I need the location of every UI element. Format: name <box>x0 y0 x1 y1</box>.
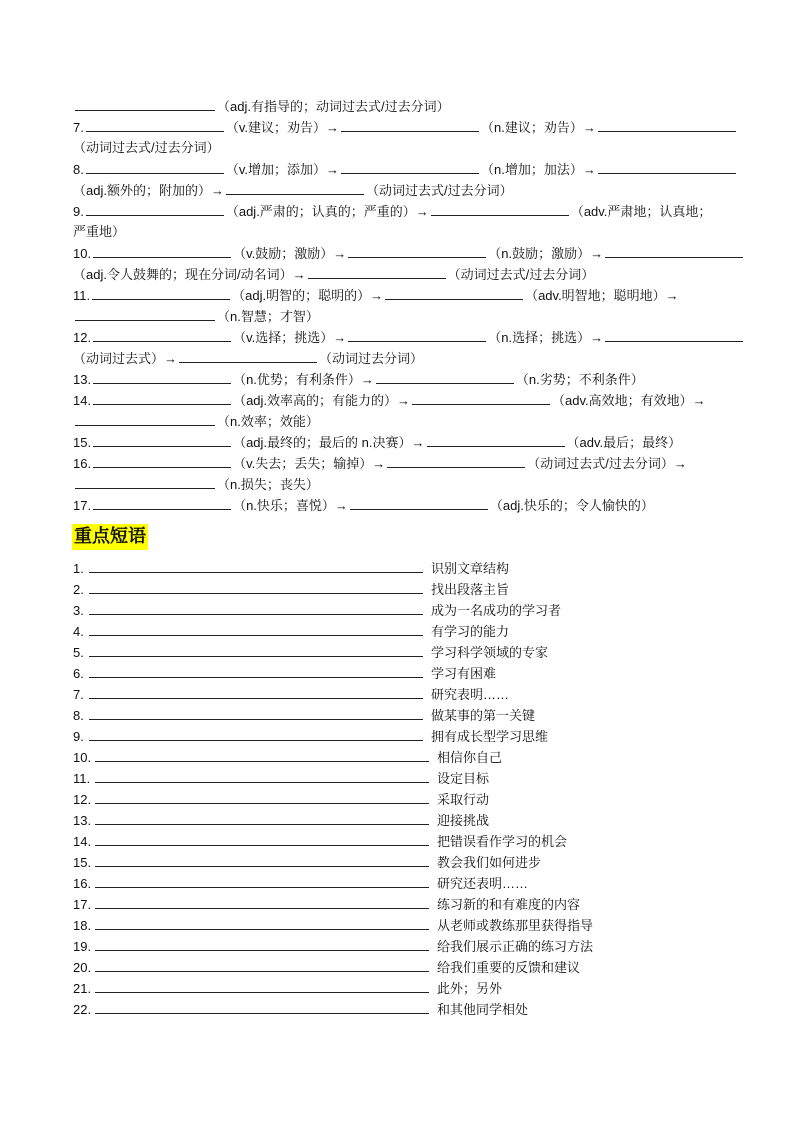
vocab-text: （adj.严肃的；认真的；严重的）→ <box>225 204 429 219</box>
vocab-text: 严重地） <box>73 224 126 239</box>
vocab-text: 11. <box>73 288 91 303</box>
vocab-text: （n.智慧；才智） <box>217 309 319 324</box>
vocab-line <box>73 222 125 242</box>
phrase-number: 8. <box>73 708 84 723</box>
vocab-text: （动词过去式）→ <box>73 351 178 366</box>
phrase-number: 12. <box>73 792 92 807</box>
phrase-answer-blank[interactable] <box>89 726 423 741</box>
vocab-text: （动词过去式/过去分词） <box>365 183 513 198</box>
phrase-item <box>73 999 528 1019</box>
phrase-number: 5. <box>73 645 84 660</box>
phrase-item <box>73 957 580 977</box>
phrase-meaning: 教会我们如何进步 <box>437 855 542 870</box>
phrase-answer-blank[interactable] <box>89 579 423 594</box>
phrase-meaning: 识别文章结构 <box>431 561 510 576</box>
phrase-number: 6. <box>73 666 84 681</box>
vocab-blank[interactable] <box>86 117 224 132</box>
vocab-text: （adj.明智的；聪明的）→ <box>232 288 384 303</box>
phrase-number: 10. <box>73 750 92 765</box>
vocab-text: （adv.明智地；聪明地）→ <box>525 288 679 303</box>
phrase-number: 19. <box>73 939 92 954</box>
vocab-text: （动词过去式/过去分词） <box>447 267 595 282</box>
vocab-text: （adv.高效地；有效地）→ <box>552 393 706 408</box>
vocab-text: 15. <box>73 435 92 450</box>
vocab-text: （动词过去分词） <box>319 351 424 366</box>
vocab-blank[interactable] <box>226 180 364 195</box>
vocab-blank[interactable] <box>348 243 486 258</box>
phrase-item <box>73 768 489 788</box>
vocab-text: 17. <box>73 498 92 513</box>
vocab-text: （v.建议；劝告）→ <box>225 120 339 135</box>
phrase-answer-blank[interactable] <box>89 684 423 699</box>
vocab-text: 8. <box>73 162 84 177</box>
phrase-number: 13. <box>73 813 92 828</box>
vocab-line <box>73 432 681 452</box>
phrase-meaning: 学习科学领域的专家 <box>431 645 549 660</box>
vocab-blank[interactable] <box>605 243 743 258</box>
vocab-line <box>73 264 594 284</box>
phrase-number: 7. <box>73 687 84 702</box>
vocab-text: （n.增加；加法）→ <box>481 162 596 177</box>
phrase-meaning: 练习新的和有难度的内容 <box>437 897 581 912</box>
vocab-text: （n.快乐；喜悦）→ <box>233 498 348 513</box>
vocab-blank[interactable] <box>348 327 486 342</box>
vocab-text: （n.优势；有利条件）→ <box>233 372 374 387</box>
phrase-answer-blank[interactable] <box>95 747 429 762</box>
vocab-text: （adj.最终的；最后的 n.决赛）→ <box>233 435 425 450</box>
phrase-number: 16. <box>73 876 92 891</box>
vocab-line <box>73 180 513 200</box>
phrase-answer-blank[interactable] <box>89 558 423 573</box>
vocab-blank[interactable] <box>86 201 224 216</box>
phrase-item <box>73 726 548 746</box>
vocab-line <box>73 285 679 305</box>
vocab-text: 13. <box>73 372 92 387</box>
phrase-answer-blank[interactable] <box>95 915 429 930</box>
vocab-text: （v.增加；添加）→ <box>225 162 339 177</box>
phrase-number: 4. <box>73 624 84 639</box>
vocab-line <box>73 453 687 473</box>
section-heading: 重点短语 <box>72 524 148 550</box>
vocab-blank[interactable] <box>308 264 446 279</box>
phrase-answer-blank[interactable] <box>95 810 429 825</box>
vocab-blank[interactable] <box>341 159 479 174</box>
phrase-number: 20. <box>73 960 92 975</box>
phrase-number: 18. <box>73 918 92 933</box>
vocab-text: 9. <box>73 204 84 219</box>
phrase-number: 17. <box>73 897 92 912</box>
phrase-item <box>73 978 502 998</box>
vocab-blank[interactable] <box>350 495 488 510</box>
phrase-number: 11. <box>73 771 91 786</box>
vocab-line <box>73 117 738 137</box>
phrase-meaning: 拥有成长型学习思维 <box>431 729 549 744</box>
phrase-number: 22. <box>73 1002 92 1017</box>
vocab-blank[interactable] <box>93 243 231 258</box>
vocab-text: 16. <box>73 456 92 471</box>
phrase-number: 21. <box>73 981 92 996</box>
vocab-text: （n.建议；劝告）→ <box>481 120 596 135</box>
vocab-text: （v.选择；挑选）→ <box>233 330 347 345</box>
vocab-blank[interactable] <box>598 159 736 174</box>
phrase-number: 2. <box>73 582 84 597</box>
vocab-text: 10. <box>73 246 92 261</box>
vocab-blank[interactable] <box>86 159 224 174</box>
phrase-answer-blank[interactable] <box>95 852 429 867</box>
vocab-text: （n.鼓励；激励）→ <box>488 246 604 261</box>
phrase-meaning: 相信你自己 <box>437 750 503 765</box>
phrase-meaning: 有学习的能力 <box>431 624 510 639</box>
vocab-blank[interactable] <box>93 453 231 468</box>
vocab-text: （动词过去式/过去分词） <box>73 140 220 155</box>
phrase-meaning: 研究表明…… <box>431 687 510 702</box>
vocab-line <box>73 201 711 221</box>
phrase-answer-blank[interactable] <box>95 873 429 888</box>
vocab-line <box>73 96 450 116</box>
phrase-meaning: 从老师或教练那里获得指导 <box>437 918 594 933</box>
vocab-line <box>73 243 745 263</box>
phrase-meaning: 把错误看作学习的机会 <box>437 834 568 849</box>
phrase-answer-blank[interactable] <box>89 663 423 678</box>
vocab-blank[interactable] <box>387 453 525 468</box>
phrase-number: 1. <box>73 561 84 576</box>
vocab-line <box>73 348 423 368</box>
phrase-number: 15. <box>73 855 92 870</box>
vocab-blank[interactable] <box>179 348 317 363</box>
vocab-line <box>73 474 319 494</box>
vocab-blank[interactable] <box>341 117 479 132</box>
vocab-blank[interactable] <box>92 285 230 300</box>
phrase-item <box>73 810 489 830</box>
phrase-meaning: 成为一名成功的学习者 <box>431 603 562 618</box>
phrase-meaning: 此外；另外 <box>437 981 503 996</box>
phrase-item <box>73 831 567 851</box>
phrase-answer-blank[interactable] <box>95 894 429 909</box>
vocab-blank[interactable] <box>93 495 231 510</box>
phrase-answer-blank[interactable] <box>95 957 429 972</box>
vocab-line <box>73 390 706 410</box>
vocab-blank[interactable] <box>427 432 565 447</box>
phrase-answer-blank[interactable] <box>89 621 423 636</box>
vocab-text: 7. <box>73 120 84 135</box>
vocab-blank[interactable] <box>75 411 215 426</box>
vocab-line <box>73 411 319 431</box>
vocab-line <box>73 495 654 515</box>
vocab-text: （adj.额外的；附加的）→ <box>73 183 224 198</box>
phrase-item <box>73 558 509 578</box>
vocab-blank[interactable] <box>75 474 215 489</box>
vocab-blank[interactable] <box>93 369 231 384</box>
vocab-blank[interactable] <box>376 369 514 384</box>
vocab-blank[interactable] <box>93 432 231 447</box>
vocab-text: （n.选择；挑选）→ <box>488 330 604 345</box>
vocab-line <box>73 369 644 389</box>
phrase-item <box>73 621 509 641</box>
phrase-meaning: 迎接挑战 <box>437 813 490 828</box>
vocab-line <box>73 327 745 347</box>
phrase-answer-blank[interactable] <box>89 705 423 720</box>
phrase-item <box>73 705 535 725</box>
phrase-answer-blank[interactable] <box>95 936 429 951</box>
phrase-answer-blank[interactable] <box>95 831 429 846</box>
vocab-blank[interactable] <box>412 390 550 405</box>
phrase-item <box>73 642 548 662</box>
vocab-text: （adj.令人鼓舞的；现在分词/动名词）→ <box>73 267 306 282</box>
phrase-item <box>73 936 593 956</box>
phrase-meaning: 做某事的第一关键 <box>431 708 536 723</box>
vocab-text: （adj.有指导的；动词过去式/过去分词） <box>217 99 450 114</box>
vocab-text: （n.劣势；不利条件） <box>515 372 644 387</box>
phrase-number: 9. <box>73 729 84 744</box>
vocab-text: （v.鼓励；激励）→ <box>233 246 347 261</box>
phrase-meaning: 给我们重要的反馈和建议 <box>437 960 581 975</box>
phrase-answer-blank[interactable] <box>95 768 429 783</box>
vocab-text: （adv.严肃地；认真地； <box>570 204 712 219</box>
vocab-blank[interactable] <box>598 117 736 132</box>
phrase-item <box>73 663 496 683</box>
phrase-meaning: 学习有困难 <box>431 666 497 681</box>
phrase-item <box>73 579 509 599</box>
phrase-item <box>73 894 580 914</box>
phrase-meaning: 设定目标 <box>437 771 490 786</box>
phrase-meaning: 给我们展示正确的练习方法 <box>437 939 594 954</box>
vocab-text: （n.损失；丧失） <box>217 477 319 492</box>
vocab-blank[interactable] <box>385 285 523 300</box>
vocab-text: 14. <box>73 393 92 408</box>
phrase-item <box>73 852 541 872</box>
phrase-meaning: 找出段落主旨 <box>431 582 510 597</box>
phrase-item <box>73 747 502 767</box>
vocab-text: （v.失去；丢失；输掉）→ <box>233 456 386 471</box>
vocab-text: （adv.最后；最终） <box>566 435 682 450</box>
vocab-text: （n.效率；效能） <box>217 414 319 429</box>
vocab-blank[interactable] <box>75 306 215 321</box>
phrase-item <box>73 789 489 809</box>
phrase-item <box>73 915 593 935</box>
phrase-answer-blank[interactable] <box>95 789 429 804</box>
phrase-answer-blank[interactable] <box>95 999 429 1014</box>
vocab-line <box>73 138 220 158</box>
vocab-text: （动词过去式/过去分词）→ <box>527 456 687 471</box>
phrase-answer-blank[interactable] <box>89 642 423 657</box>
vocab-blank[interactable] <box>431 201 569 216</box>
phrase-number: 3. <box>73 603 84 618</box>
vocab-blank[interactable] <box>93 390 231 405</box>
vocab-blank[interactable] <box>75 96 215 111</box>
vocab-text: 12. <box>73 330 92 345</box>
phrase-item <box>73 684 509 704</box>
phrase-answer-blank[interactable] <box>89 600 423 615</box>
vocab-line <box>73 306 319 326</box>
vocab-blank[interactable] <box>605 327 743 342</box>
vocab-text: （adj.快乐的；令人愉快的） <box>489 498 654 513</box>
phrase-number: 14. <box>73 834 92 849</box>
vocab-text: （adj.效率高的；有能力的）→ <box>233 393 411 408</box>
phrase-item <box>73 873 528 893</box>
phrase-meaning: 采取行动 <box>437 792 490 807</box>
phrase-item <box>73 600 561 620</box>
phrase-meaning: 研究还表明…… <box>437 876 529 891</box>
phrase-answer-blank[interactable] <box>95 978 429 993</box>
vocab-blank[interactable] <box>93 327 231 342</box>
phrase-meaning: 和其他同学相处 <box>437 1002 529 1017</box>
vocab-line <box>73 159 738 179</box>
